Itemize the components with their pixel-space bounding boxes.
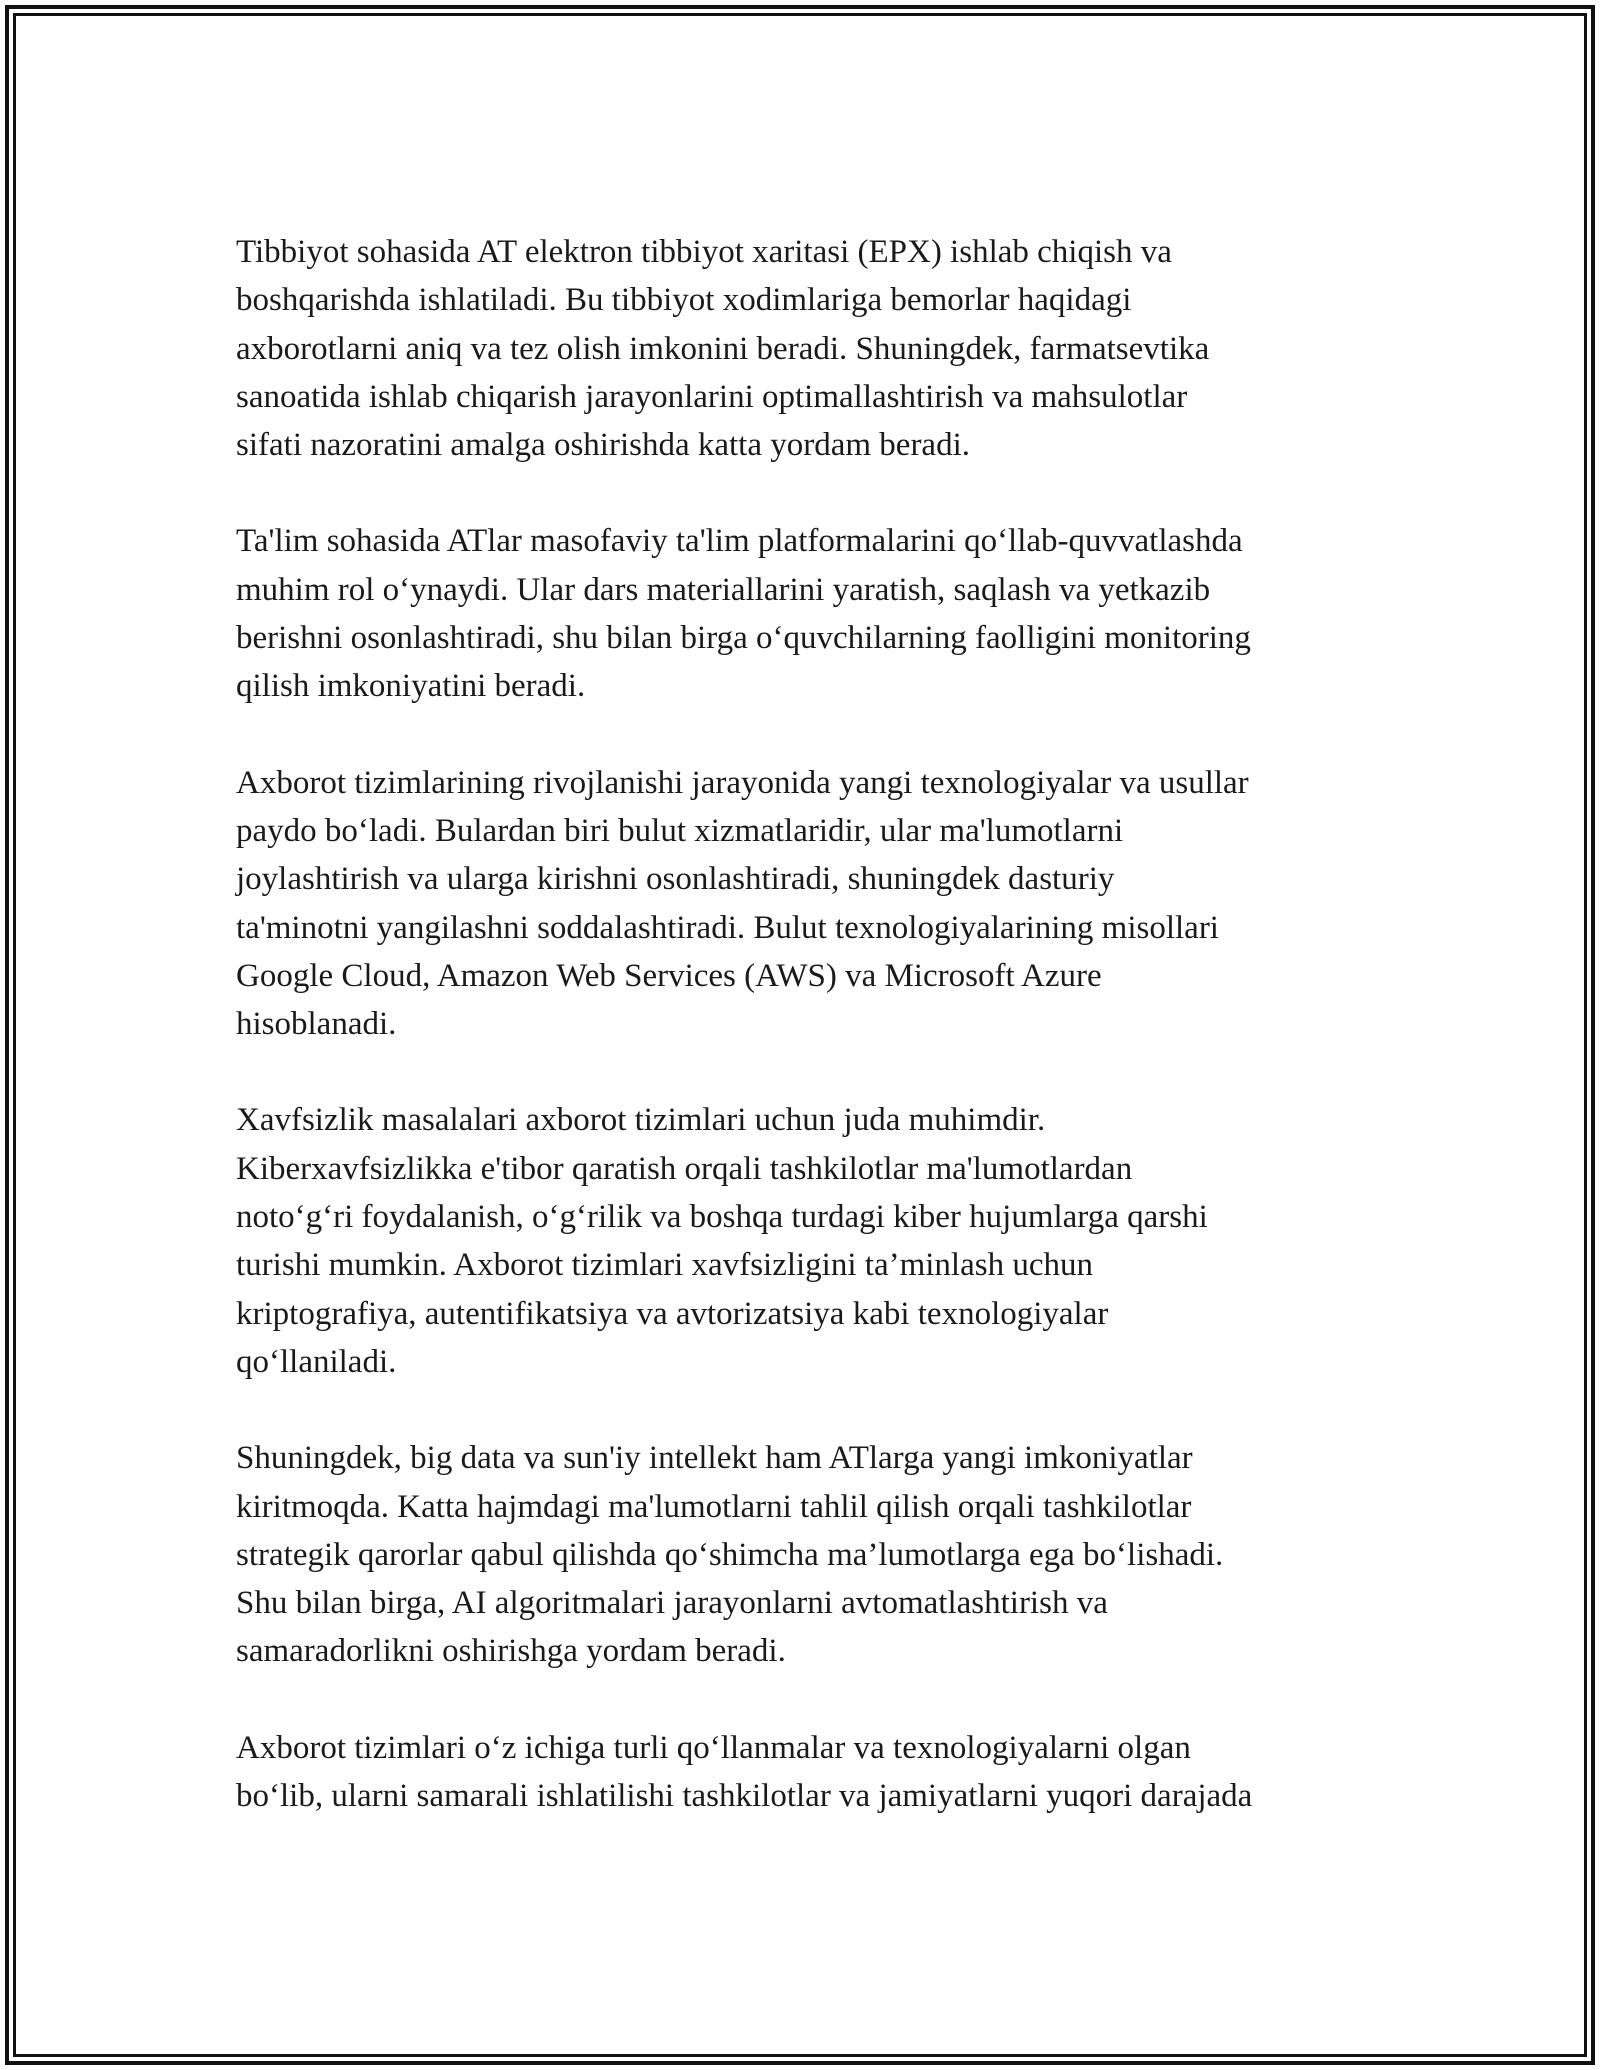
paragraph-healthcare <box>236 228 1376 469</box>
text-line: samaradorlikni oshirishga yordam beradi. <box>236 1633 786 1670</box>
text-line: Shuningdek, big data va sun'iy intellekt ham ATlarga yangi imkoniyatlar <box>236 1440 1193 1477</box>
text-line: ta'minotni yangilashni soddalashtiradi. Bulut texnologiyalarining misollari <box>236 909 1219 946</box>
text-line: noto‘g‘ri foydalanish, o‘g‘rilik va boshqa turdagi kiber hujumlarga qarshi <box>236 1199 1208 1236</box>
text-line: bo‘lib, ularni samarali ishlatilishi tashkilotlar va jamiyatlarni yuqori darajada <box>236 1778 1253 1815</box>
text-line: Shu bilan birga, AI algoritmalari jarayonlarni avtomatlashtirish va <box>236 1585 1108 1622</box>
text-line: Axborot tizimlari o‘z ichiga turli qo‘llanmalar va texnologiyalarni olgan <box>236 1729 1191 1766</box>
text-line: kiritmoqda. Katta hajmdagi ma'lumotlarni tahlil qilish orqali tashkilotlar <box>236 1488 1192 1525</box>
text-line: hisoblanadi. <box>236 1006 397 1043</box>
text-line: Kiberxavfsizlikka e'tibor qaratish orqali tashkilotlar ma'lumotlardan <box>236 1150 1133 1187</box>
text-line: Xavfsizlik masalalari axborot tizimlari uchun juda muhimdir. <box>236 1102 1046 1139</box>
text-line: Axborot tizimlarining rivojlanishi jarayonida yangi texnologiyalar va usullar <box>236 764 1249 801</box>
document-body <box>236 228 1376 1868</box>
text-line: axborotlarni aniq va tez olish imkonini beradi. Shuningdek, farmatsevtika <box>236 330 1210 367</box>
paragraph-education <box>236 517 1376 710</box>
text-line: turishi mumkin. Axborot tizimlari xavfsizligini ta’minlash uchun <box>236 1247 1093 1284</box>
paragraph-cloud <box>236 759 1376 1049</box>
text-line: qilish imkoniyatini beradi. <box>236 668 586 705</box>
text-line: berishni osonlashtiradi, shu bilan birga o‘quvchilarning faolligini monitoring <box>236 620 1251 657</box>
text-line: sifati nazoratini amalga oshirishda katta yordam beradi. <box>236 427 970 464</box>
text-line: joylashtirish va ularga kirishni osonlashtiradi, shuningdek dasturiy <box>236 861 1115 898</box>
paragraph-security <box>236 1096 1376 1386</box>
text-line: Ta'lim sohasida ATlar masofaviy ta'lim platformalarini qo‘llab-quvvatlashda <box>236 523 1243 560</box>
text-line: muhim rol o‘ynaydi. Ular dars materiallarini yaratish, saqlash va yetkazib <box>236 571 1211 608</box>
text-line: strategik qarorlar qabul qilishda qo‘shimcha ma’lumotlarga ega bo‘lishadi. <box>236 1536 1224 1573</box>
text-line: sanoatida ishlab chiqarish jarayonlarini optimallashtirish va mahsulotlar <box>236 378 1188 415</box>
text-line: Google Cloud, Amazon Web Services (AWS) va Microsoft Azure <box>236 957 1102 994</box>
text-line: paydo bo‘ladi. Bulardan biri bulut xizmatlaridir, ular ma'lumotlarni <box>236 812 1124 849</box>
text-line: boshqarishda ishlatiladi. Bu tibbiyot xodimlariga bemorlar haqidagi <box>236 282 1132 319</box>
text-line: kriptografiya, autentifikatsiya va avtorizatsiya kabi texnologiyalar <box>236 1295 1109 1332</box>
text-line: qo‘llaniladi. <box>236 1343 397 1380</box>
paragraph-big-data-ai <box>236 1434 1376 1675</box>
text-line: Tibbiyot sohasida AT elektron tibbiyot xaritasi (EPX) ishlab chiqish va <box>236 234 1172 270</box>
paragraph-conclusion <box>236 1724 1376 1821</box>
